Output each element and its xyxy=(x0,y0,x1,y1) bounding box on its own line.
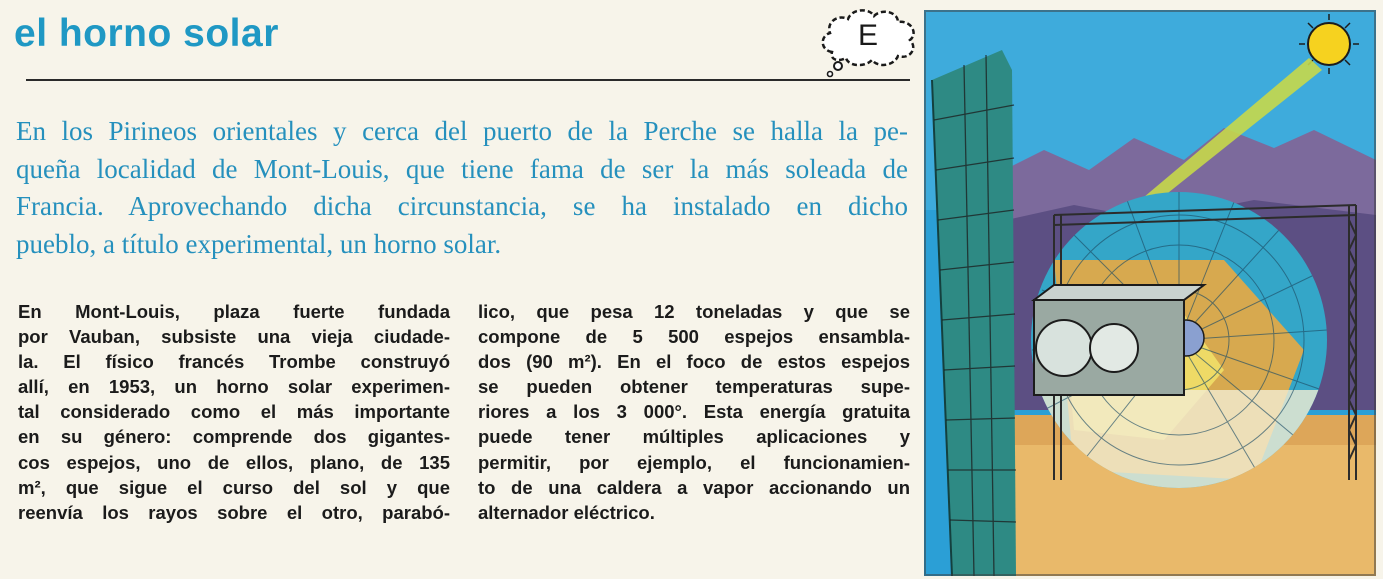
body-column-right xyxy=(478,299,910,525)
body-line: alternador eléctrico. xyxy=(478,501,655,523)
body-line: permitir, por ejemplo, el funcionamien- xyxy=(478,451,910,473)
article-title: el horno solar xyxy=(14,12,279,55)
intro-line: En los Pirineos orientales y cerca del puerto de la Perche se halla la pe- xyxy=(16,116,908,146)
intro-paragraph xyxy=(16,113,908,263)
body-line: tal considerado como el más importante xyxy=(18,401,450,423)
body-line: to de una caldera a vapor accionando un xyxy=(478,476,910,498)
body-line: cos espejos, uno de ellos, plano, de 135 xyxy=(18,451,450,473)
body-line: la. El físico francés Trombe construyó xyxy=(18,351,450,373)
body-line: riores a los 3 000°. Esta energía gratuita xyxy=(478,401,910,423)
body-line: dos (90 m²). En el foco de estos espejos xyxy=(478,351,910,373)
body-line: allí, en 1953, un horno solar experimen- xyxy=(18,376,450,398)
body-line: por Vauban, subsiste una vieja ciudade- xyxy=(18,326,450,348)
body-line: en su género: comprende dos gigantes- xyxy=(18,426,450,448)
section-badge xyxy=(818,6,922,80)
body-column-left xyxy=(18,299,450,525)
intro-line: pueblo, a título experimental, un horno solar. xyxy=(16,228,502,259)
body-line: se pueden obtener temperaturas supe- xyxy=(478,376,910,398)
intro-line: queña localidad de Mont-Louis, que tiene fama de ser la más soleada de xyxy=(16,153,908,184)
solar-furnace-illustration xyxy=(924,10,1376,576)
body-line: puede tener múltiples aplicaciones y xyxy=(478,426,910,448)
body-line: m², que sigue el curso del sol y que xyxy=(18,476,450,498)
body-line: compone de 5 500 espejos ensambla- xyxy=(478,326,910,348)
body-line: reenvía los rayos sobre el otro, parabó- xyxy=(18,501,450,523)
body-line: lico, que pesa 12 toneladas y que se xyxy=(478,301,910,322)
intro-line: Francia. Aprovechando dicha circunstancia, se ha instalado en dicho xyxy=(16,191,908,221)
title-divider xyxy=(26,79,910,81)
badge-letter: E xyxy=(857,19,878,52)
sun xyxy=(1308,23,1350,65)
body-line: En Mont-Louis, plaza fuerte fundada xyxy=(18,301,450,322)
